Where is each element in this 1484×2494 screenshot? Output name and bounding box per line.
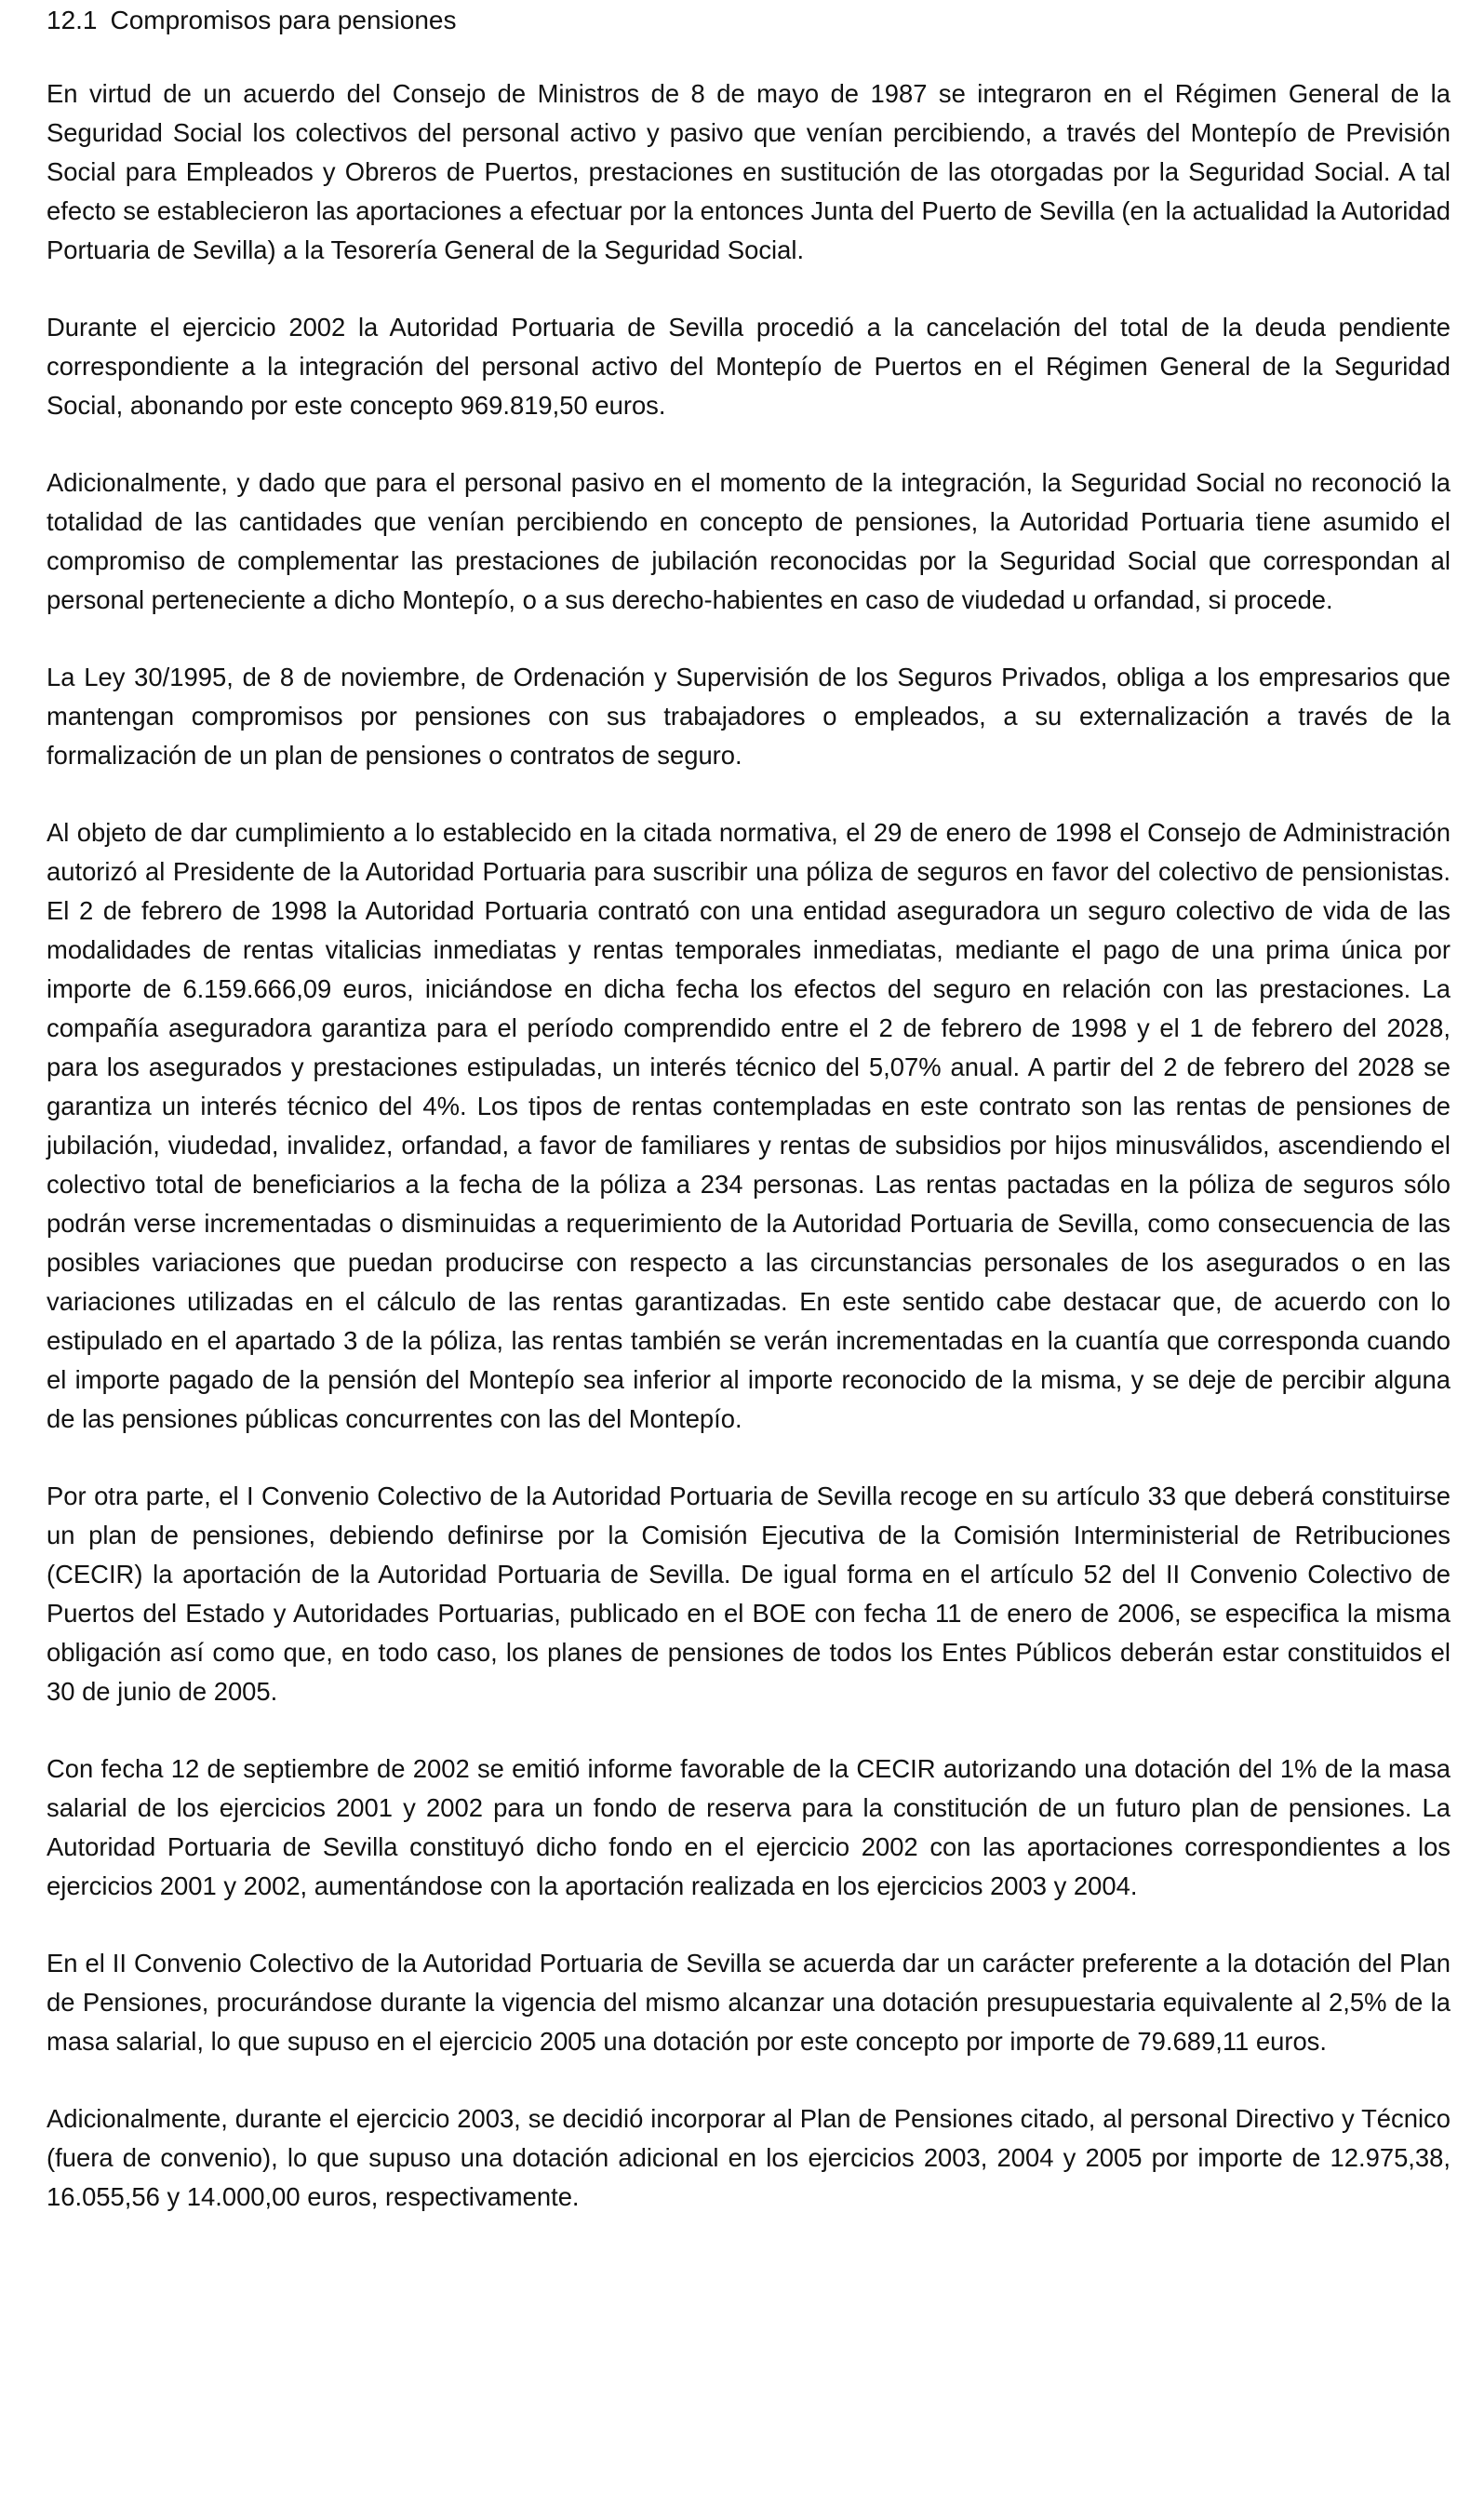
paragraph-ley-seguros-privados: La Ley 30/1995, de 8 de noviembre, de Ordenación y Supervisión de los Seguros Privados, obliga a los empresarios que mantengan compromisos por pensiones con sus trabajadores o empleados, a su externalización a través de la formalización de un plan de pensiones o contratos de seguro. xyxy=(47,663,1451,770)
paragraph-poliza-seguros: Al objeto de dar cumplimiento a lo establecido en la citada normativa, el 29 de enero de 1998 el Consejo de Administración autorizó al Presidente de la Autoridad Portuaria para suscribir una póliza de seguros en favor del colectivo de pensionistas. El 2 de febrero de 1998 la Autoridad Portuaria contrató con una entidad aseguradora un seguro colectivo de vida de las modalidades de rentas vitalicias inmediatas y rentas temporales inmediatas, mediante el pago de una prima única por importe de 6.159.666,09 euros, iniciándose en dicha fecha los efectos del seguro en relación con las prestaciones. La compañía aseguradora garantiza para el período comprendido entre el 2 de febrero de 1998 y el 1 de febrero del 2028, para los asegurados y prestaciones estipuladas, un interés técnico del 5,07% anual. A partir del 2 de febrero del 2028 se garantiza un interés técnico del 4%. Los tipos de rentas contempladas en este contrato son las rentas de pensiones de jubilación, viudedad, invalidez, orfandad, a favor de familiares y rentas de subsidios por hijos minusválidos, ascendiendo el colectivo total de beneficiarios a la fecha de la póliza a 234 personas. Las rentas pactadas en la póliza de seguros sólo podrán verse incrementadas o disminuidas a requerimiento de la Autoridad Portuaria de Sevilla, como consecuencia de las posibles variaciones que puedan producirse con respecto a las circunstancias personales de los asegurados o en las variaciones utilizadas en el cálculo de las rentas garantizadas. En este sentido cabe destacar que, de acuerdo con lo estipulado en el apartado 3 de la póliza, las rentas también se verán incrementadas en la cuantía que corresponda cuando el importe pagado de la pensión del Montepío sea inferior al importe reconocido de la misma, y se deje de percibir alguna de las pensiones públicas concurrentes con las del Montepío. xyxy=(47,818,1451,1433)
paragraph-personal-directivo: Adicionalmente, durante el ejercicio 2003, se decidió incorporar al Plan de Pensiones citado, al personal Directivo y Técnico (fuera de convenio), lo que supuso una dotación adicional en los ejercicios 2003, 2004 y 2005 por importe de 12.975,38, 16.055,56 y 14.000,00 euros, respectivamente. xyxy=(47,2104,1451,2211)
paragraph-cancelacion-deuda: Durante el ejercicio 2002 la Autoridad Portuaria de Sevilla procedió a la cancelación del total de la deuda pendiente correspondiente a la integración del personal activo del Montepío de Puertos en el Régimen General de la Seguridad Social, abonando por este concepto 969.819,50 euros. xyxy=(47,313,1451,420)
paragraph-integracion-regimen-general: En virtud de un acuerdo del Consejo de Ministros de 8 de mayo de 1987 se integraron en el Régimen General de la Seguridad Social los colectivos del personal activo y pasivo que venían percibiendo, a través del Montepío de Previsión Social para Empleados y Obreros de Puertos, prestaciones en sustitución de las otorgadas por la Seguridad Social. A tal efecto se establecieron las aportaciones a efectuar por la entonces Junta del Puerto de Sevilla (en la actualidad la Autoridad Portuaria de Sevilla) a la Tesorería General de la Seguridad Social. xyxy=(47,79,1451,264)
paragraph-convenio-colectivo: Por otra parte, el I Convenio Colectivo de la Autoridad Portuaria de Sevilla recoge en su artículo 33 que deberá constituirse un plan de pensiones, debiendo definirse por la Comisión Ejecutiva de la Comisión Interministerial de Retribuciones (CECIR) la aportación de la Autoridad Portuaria de Sevilla. De igual forma en el artículo 52 del II Convenio Colectivo de Puertos del Estado y Autoridades Portuarias, publicado en el BOE con fecha 11 de enero de 2006, se especifica la misma obligación así como que, en todo caso, los planes de pensiones de todos los Entes Públicos deberán estar constituidos el 30 de junio de 2005. xyxy=(47,1482,1451,1706)
section-title: Compromisos para pensiones xyxy=(110,6,457,34)
paragraph-compromiso-complemento: Adicionalmente, y dado que para el personal pasivo en el momento de la integración, la Seguridad Social no reconoció la totalidad de las cantidades que venían percibiendo en concepto de pensiones, la Autoridad Portuaria tiene asumido el compromiso de complementar las prestaciones de jubilación reconocidas por la Seguridad Social que correspondan al personal perteneciente a dicho Montepío, o a sus derecho-habientes en caso de viudedad u orfandad, si procede. xyxy=(47,468,1451,614)
section-number: 12.1 xyxy=(47,6,98,34)
section-body xyxy=(47,74,1451,2217)
paragraph-informe-cecir: Con fecha 12 de septiembre de 2002 se emitió informe favorable de la CECIR autorizando una dotación del 1% de la masa salarial de los ejercicios 2001 y 2002 para un fondo de reserva para la constitución de un futuro plan de pensiones. La Autoridad Portuaria de Sevilla constituyó dicho fondo en el ejercicio 2002 con las aportaciones correspondientes a los ejercicios 2001 y 2002, aumentándose con la aportación realizada en los ejercicios 2003 y 2004. xyxy=(47,1754,1451,1900)
paragraph-ii-convenio-dotacion: En el II Convenio Colectivo de la Autoridad Portuaria de Sevilla se acuerda dar un carácter preferente a la dotación del Plan de Pensiones, procurándose durante la vigencia del mismo alcanzar una dotación presupuestaria equivalente al 2,5% de la masa salarial, lo que supuso en el ejercicio 2005 una dotación por este concepto por importe de 79.689,11 euros. xyxy=(47,1949,1451,2056)
section-heading xyxy=(47,0,1451,39)
